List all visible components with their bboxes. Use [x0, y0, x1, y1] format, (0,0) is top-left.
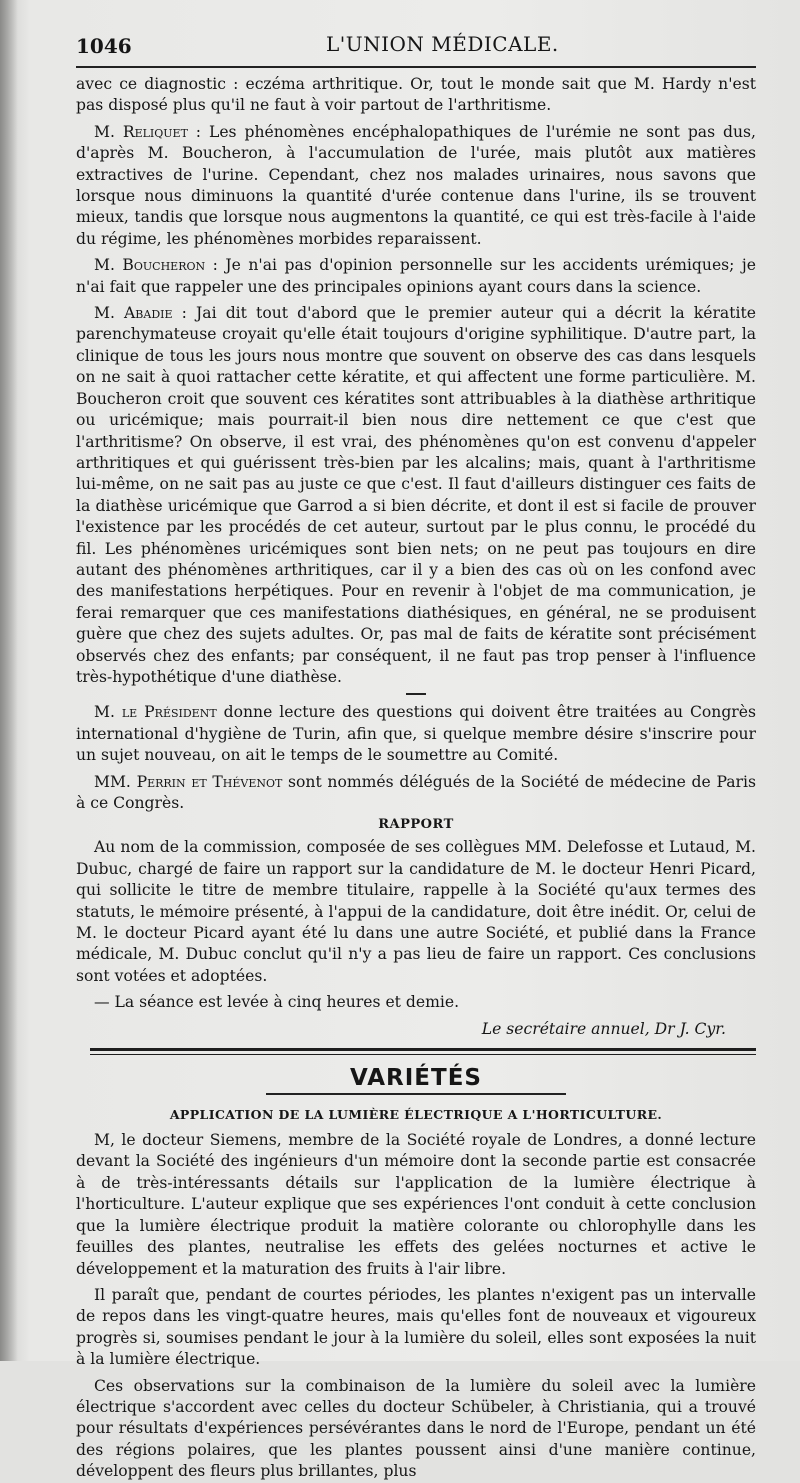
header-rule [76, 66, 756, 68]
thick-rule [90, 1048, 756, 1051]
article-paragraph-2: Il paraît que, pendant de courtes périodes, les plantes n'exigent pas un intervalle de repos dans les vingt-quatre heures, mais qu'elles font de nouveaux et vigoureux progrès si, soumises pendant le jour à la lumière du soleil, elles sont exposées la nuit à la lumière électrique. [76, 1285, 756, 1369]
paragraph-text: donne lecture des questions qui doivent être traitées au Congrès international d'hygiène de Turin, afin que, si quelque membre désire s'inscrire pour un sujet nouveau, on ait le temps de le soumettre au Comité. [76, 703, 756, 765]
paragraph-2 [76, 122, 756, 250]
paragraph-text: : Les phénomènes encéphalopathiques de l'urémie ne sont pas dus, d'après M. Boucheron, à l'accumulation de l'urée, mais plutôt aux matières extractives de l'urine. Cependant, chez nos malades urinaires, nous savons que lorsque nous diminuons la quantité d'urée contenue dans l'urine, ils se trouvent mieux, tandis que lorsque nous augmentons la quantité, ce qui est très-facile à l'aide du régime, les phénomènes morbides reparaissent. [76, 122, 756, 248]
thin-rule [90, 1054, 756, 1055]
page-header [76, 30, 756, 64]
paragraph-3 [76, 255, 756, 298]
signature [76, 1019, 756, 1040]
rapport-heading: RAPPORT [378, 817, 454, 833]
rapport-paragraph: Au nom de la commission, composée de ses collègues MM. Delefosse et Lutaud, M. Dubuc, chargé de faire un rapport sur la candidature de M. le docteur Henri Picard, qui sollicite le titre de membre titulaire, rappelle à la Société qu'aux termes des statuts, le mémoire présenté, à l'appui de la candidature, doit être inédit. Or, celui de M. le docteur Picard ayant été lu dans une autre Société, et publié dans la France médicale, M. Dubuc conclut qu'il n'y a pas lieu de faire un rapport. Ces conclusions sont votées et adoptées. [76, 838, 756, 985]
speaker-name: M. Abadie [94, 304, 173, 323]
speaker-name: M. le Président [94, 703, 217, 722]
paragraph-6 [76, 772, 756, 815]
paragraph-4 [76, 303, 756, 688]
section-double-rule [90, 1048, 756, 1055]
paragraph-1 [76, 74, 756, 117]
section-divider [406, 693, 426, 695]
section-title: VARIÉTÉS [350, 1065, 482, 1092]
article-title: APPLICATION DE LA LUMIÈRE ÉLECTRIQUE A L'HORTICULTURE. [169, 1107, 663, 1123]
paragraph-5 [76, 702, 756, 766]
closing-line: — La séance est levée à cinq heures et demie. [94, 993, 460, 1012]
page-number: 1046 [76, 34, 132, 58]
speaker-name: M. Reliquet [94, 122, 188, 141]
paragraph-text: sont nommés délégués de la Société de médecine de Paris à ce Congrès. [76, 772, 756, 812]
signature-text: Le secrétaire annuel, Dr J. Cyr. [481, 1019, 726, 1038]
paragraph-text: avec ce diagnostic : eczéma arthritique. Or, tout le monde sait que M. Hardy n'est pas disposé plus qu'il ne faut à voir partout de l'arthritisme. [76, 75, 756, 115]
article-paragraph-3: Ces observations sur la combinaison de la lumière du soleil avec la lumière électrique s'accordent avec celles du docteur Schübeler, à Christiania, qui a trouvé pour résultats d'expériences persévérantes dans le nord de l'Europe, pendant un été des régions polaires, que les plantes poussent ainsi d'une manière continue, développent des fleurs plus brillantes, plus [76, 1376, 756, 1481]
article-paragraph-1: M, le docteur Siemens, membre de la Société royale de Londres, a donné lecture devant la Société des ingénieurs d'un mémoire dont la seconde partie est consacrée à de très-intéressants détails sur l'application de la lumière électrique à l'horticulture. L'auteur explique que ses expériences l'ont conduit à cette conclusion que la lumière électrique produit la matière colorante ou chlorophylle dans les feuilles des plantes, neutralise les effets des gelées nocturnes et active le développement et la maturation des fruits à l'air libre. [76, 1131, 756, 1278]
paragraph-text: : Je n'ai pas d'opinion personnelle sur les accidents urémiques; je n'ai fait que rappeler une des principales opinions ayant cours dans la science. [76, 256, 756, 296]
binding-shadow [0, 0, 18, 1361]
section-title-underline [266, 1093, 566, 1095]
paragraph-text: : Jai dit tout d'abord que le premier auteur qui a décrit la kératite parenchymateuse croyait qu'elle était toujours d'origine syphilitique. D'autre part, la clinique de tous les jours nous montre que souvent on observe des cas dans lesquels on ne sait à quoi rattacher cette kératite, et qui affectent une forme particulière. M. Boucheron croit que souvent ces kératites sont attribuables à la diathèse arthritique ou uricémique; mais pourrait-il bien nous dire nettement ce que c'est que l'arthritisme? On observe, il est vrai, des phénomènes qu'on est convenu d'appeler arthritiques et qui guérissent très-bien par les alcalins; mais, quant à l'arthritisme lui-même, on ne sait pas au juste ce que c'est. Il faut d'ailleurs distinguer ces faits de la diathèse uricémique que Garrod a si bien décrite, et dont il est si facile de prouver l'existence par les procédés de cet auteur, surtout par le plus connu, le procédé du fil. Les phénomènes uricémiques sont bien nets; on ne peut pas toujours en dire autant des phénomènes arthritiques, car il y a bien des cas où on les confond avec des manifestations herpétiques. Pour en revenir à l'objet de ma communication, je ferai remarquer que ces manifestations diathésiques, en général, ne se produisent guère que chez des sujets adultes. Or, pas mal de faits de kératite sont précisément observés chez des enfants; par conséquent, il ne faut pas trop penser à l'influence très-hypothétique d'une diathèse. [76, 304, 756, 686]
running-title: L'UNION MÉDICALE. [326, 32, 559, 56]
speaker-name: M. Boucheron [94, 256, 206, 275]
speaker-name: MM. Perrin et Thévenot [94, 772, 283, 791]
